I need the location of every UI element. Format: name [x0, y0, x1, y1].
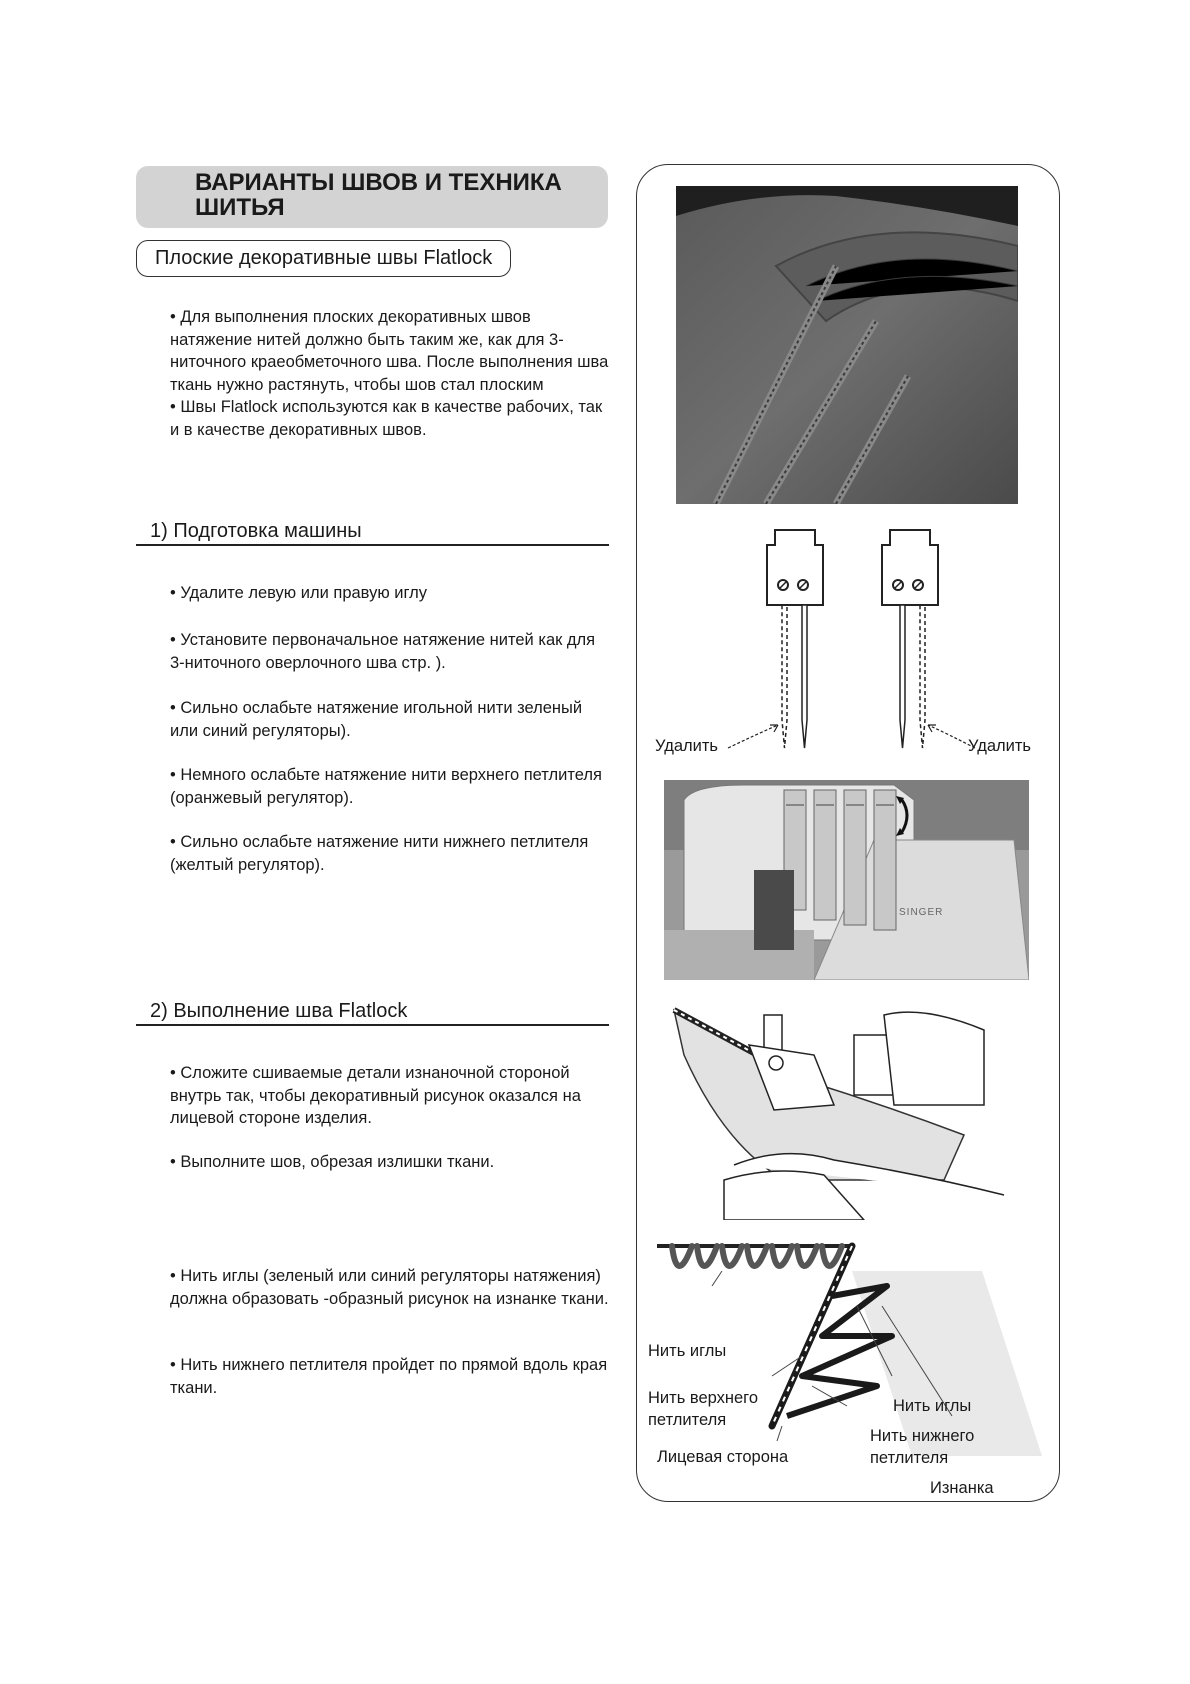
flatlock-fabric-photo	[676, 186, 1018, 504]
label-upper-looper-1: Нить верхнего	[648, 1389, 758, 1407]
label-lower-looper-1: Нить нижнего	[870, 1427, 975, 1445]
section1-item: • Сильно ослабьте натяжение игольной нити зеленый или синий регуляторы).	[170, 699, 583, 740]
section2-item: • Нить иглы (зеленый или синий регуляторы натяжения) должна образовать -образный рисунок на изнанке ткани.	[170, 1267, 609, 1308]
intro-text	[170, 306, 610, 441]
intro-paragraph: • Швы Flatlock используются как в качестве рабочих, так и в качестве декоративных швов.	[170, 398, 603, 439]
label-needle-thread-right: Нить иглы	[893, 1397, 972, 1415]
subtitle-pill: Плоские декоративные швы Flatlock	[136, 240, 511, 277]
section2-item: • Нить нижнего петлителя пройдет по прямой вдоль края ткани.	[170, 1356, 608, 1397]
sewing-operation-illustration	[664, 995, 1034, 1220]
section-heading-machine-prep: 1) Подготовка машины	[136, 518, 609, 546]
section1-item: • Установите первоначальное натяжение нитей как для 3-ниточного оверлочного шва стр. ).	[170, 631, 596, 672]
serger-machine-photo	[664, 780, 1029, 980]
label-back-side: Изнанка	[930, 1479, 994, 1497]
section2-item: • Выполните шов, обрезая излишки ткани.	[170, 1153, 495, 1171]
brand-mark: SINGER	[899, 907, 944, 918]
section2-item: • Сложите сшиваемые детали изнаночной стороной внутрь так, чтобы декоративный рисунок оказался на лицевой стороне изделия.	[170, 1064, 581, 1127]
section1-item: • Сильно ослабьте натяжение нити нижнего петлителя (желтый регулятор).	[170, 833, 589, 874]
page-title: ВАРИАНТЫ ШВОВ И ТЕХНИКА ШИТЬЯ	[195, 169, 562, 221]
label-lower-looper-2: петлителя	[870, 1449, 949, 1467]
remove-label-right: Удалить	[968, 737, 1031, 755]
needles-diagram	[650, 520, 1050, 760]
label-face-side: Лицевая сторона	[657, 1448, 789, 1466]
section1-item: • Удалите левую или правую иглу	[170, 584, 428, 602]
section1-item: • Немного ослабьте натяжение нити верхнего петлителя (оранжевый регулятор).	[170, 766, 602, 807]
label-upper-looper-2: петлителя	[648, 1411, 727, 1429]
section-heading-flatlock: 2) Выполнение шва Flatlock	[136, 998, 609, 1026]
intro-paragraph: • Для выполнения плоских декоративных швов натяжение нитей должно быть таким же, как для 3-ниточного краеобметочного шва. После выполнения шва ткань нужно растянуть, чтобы шов стал плоским	[170, 308, 609, 394]
label-needle-thread-left: Нить иглы	[648, 1342, 727, 1360]
remove-label-left: Удалить	[655, 737, 718, 755]
